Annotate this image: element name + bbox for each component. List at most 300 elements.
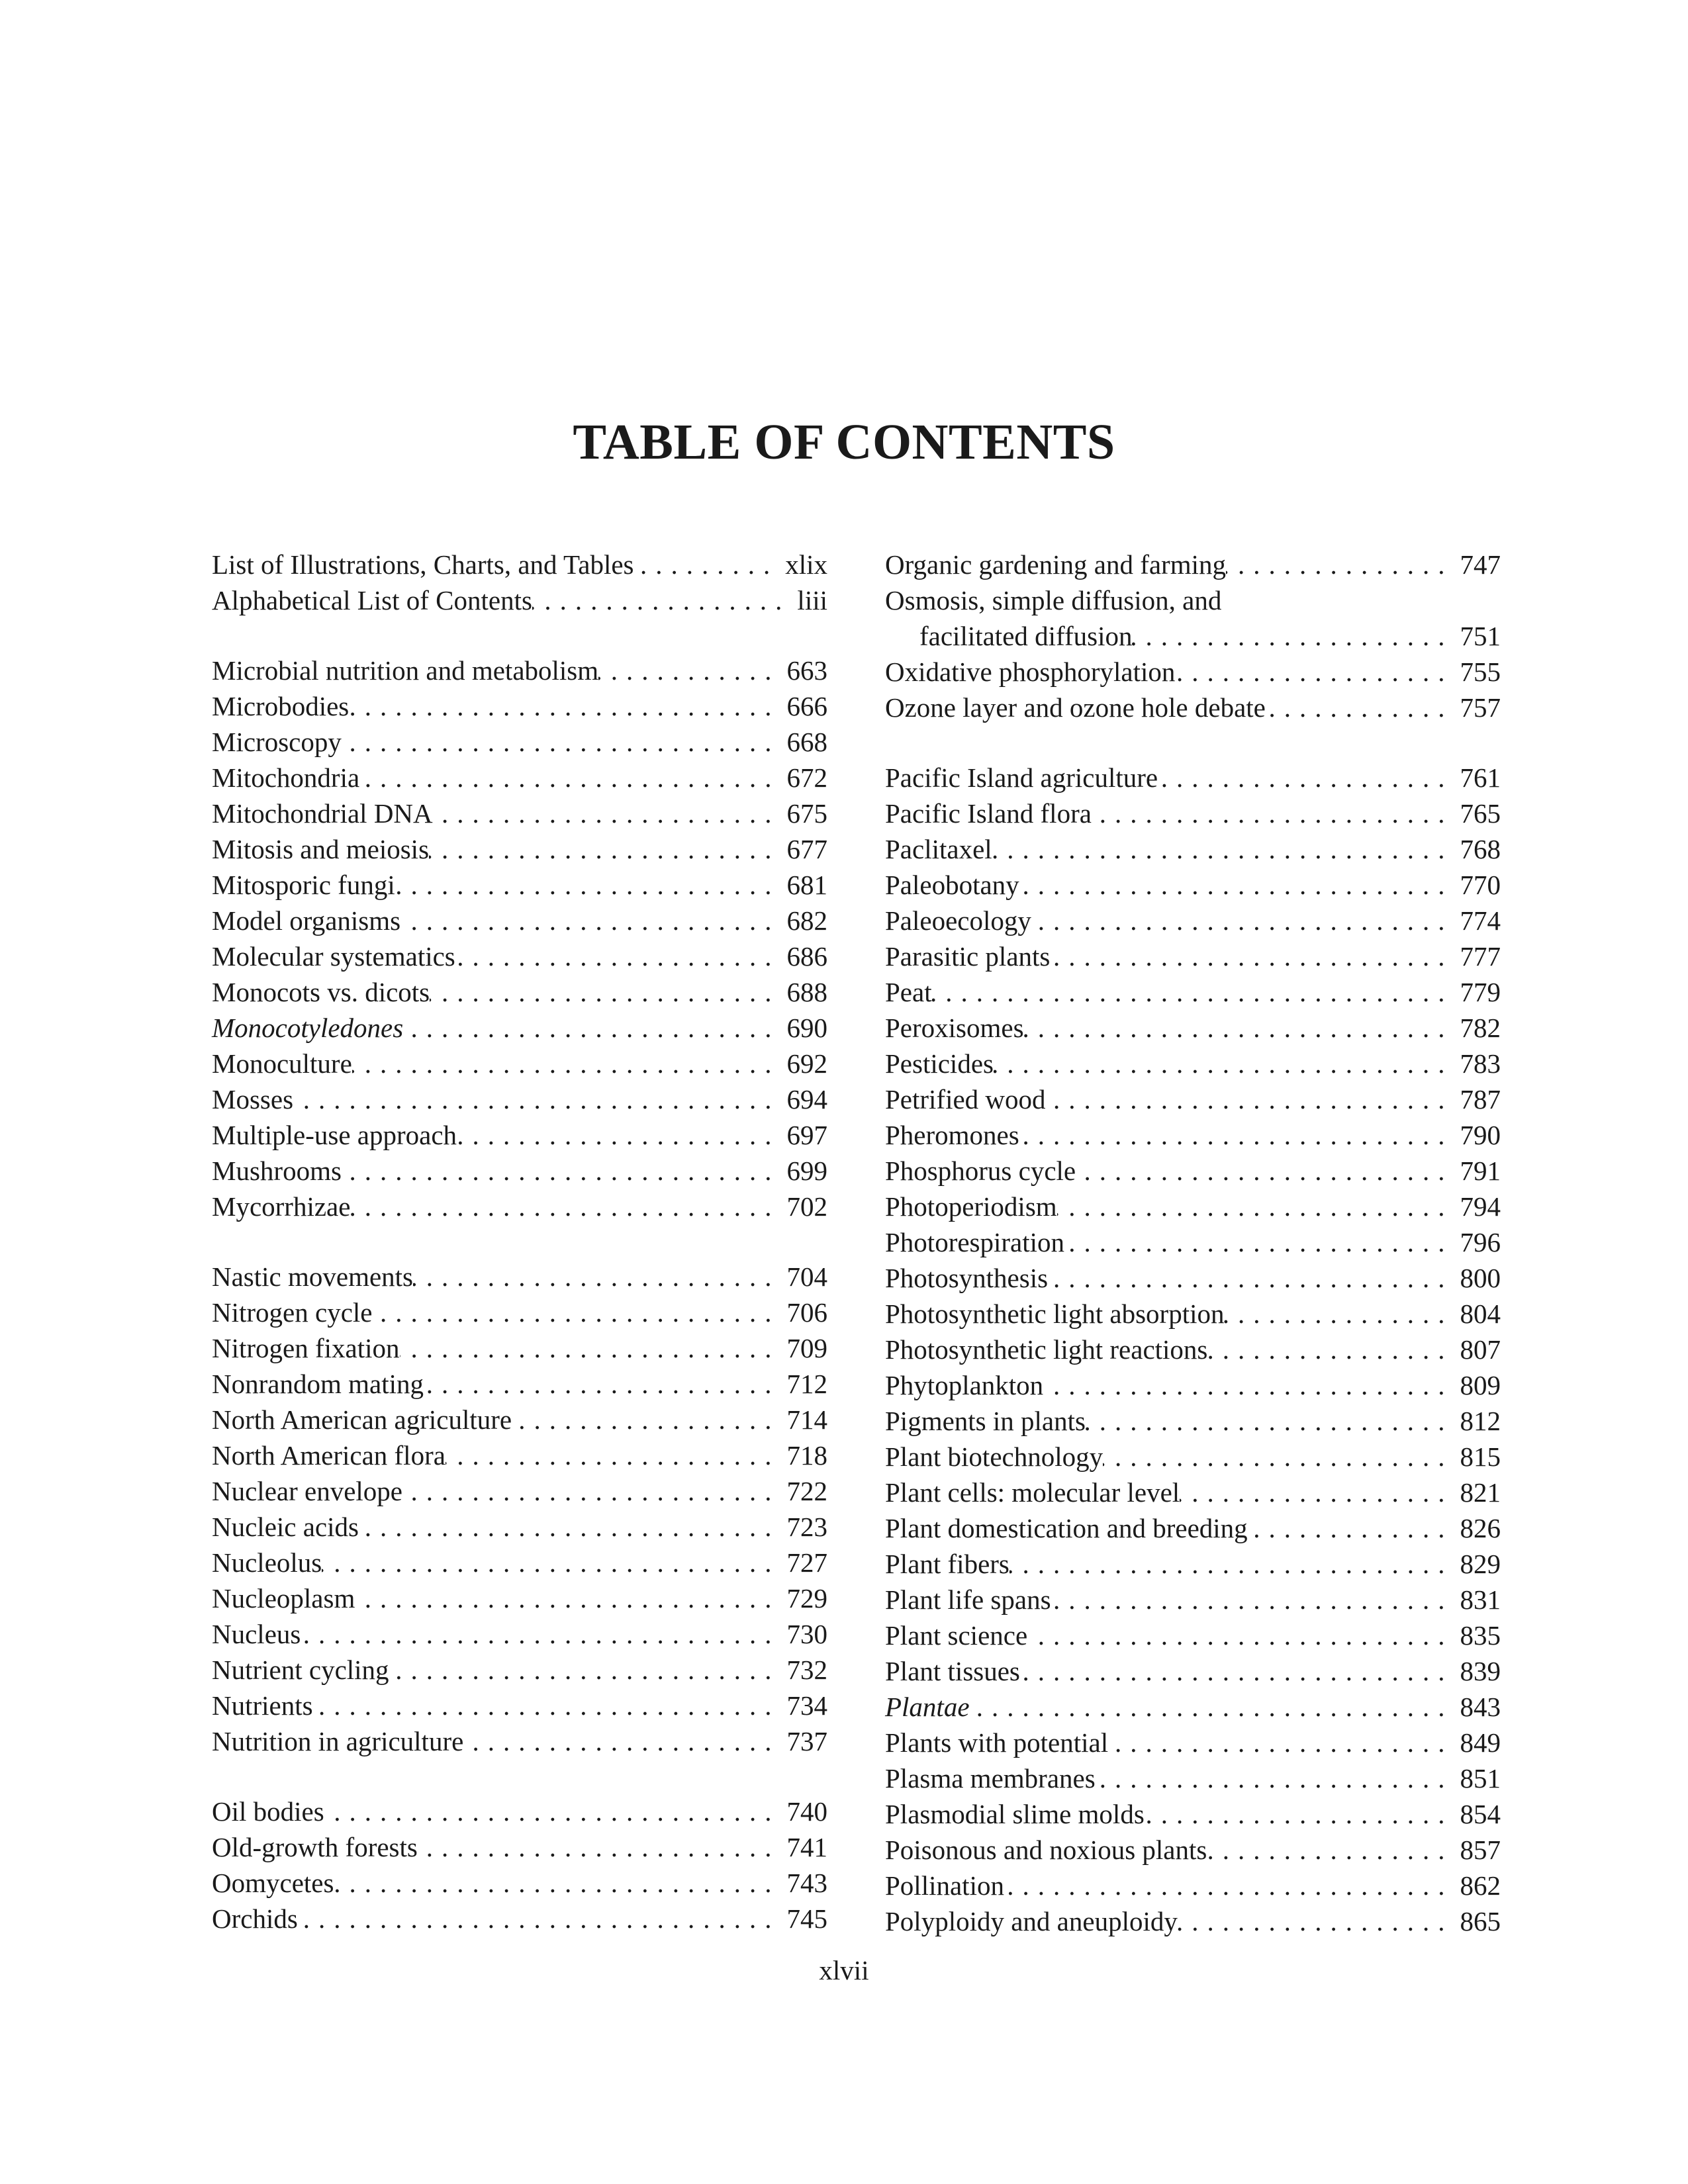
toc-entry-title: Oxidative phosphorylation bbox=[885, 657, 1176, 687]
toc-entry-page: 706 bbox=[786, 1297, 827, 1328]
toc-entry-title: Nucleic acids bbox=[212, 1512, 359, 1542]
toc-entry-title: Nuclear envelope bbox=[212, 1476, 402, 1506]
toc-entry-title: Paleobotany bbox=[885, 870, 1019, 900]
toc-entry-title: Pesticides bbox=[885, 1048, 994, 1079]
toc-dot-leader bbox=[532, 582, 797, 618]
toc-entry[interactable] bbox=[885, 974, 1501, 1010]
toc-entry-title: Nucleoplasm bbox=[212, 1583, 355, 1614]
toc-dot-leader bbox=[992, 831, 1460, 867]
toc-entry-title: Nutrition in agriculture bbox=[212, 1726, 464, 1756]
toc-dot-leader bbox=[1180, 1475, 1460, 1510]
toc-entry-page: 677 bbox=[786, 834, 827, 864]
toc-dot-leader bbox=[1175, 654, 1460, 690]
toc-entry-title: Monocots vs. dicots bbox=[212, 977, 430, 1007]
toc-dot-leader bbox=[932, 974, 1460, 1010]
toc-dot-leader bbox=[342, 724, 787, 760]
toc-entry[interactable] bbox=[885, 1582, 1501, 1617]
toc-entry-title: Orchids bbox=[212, 1903, 298, 1934]
page-number: xlvii bbox=[819, 1955, 869, 1985]
toc-entry[interactable] bbox=[212, 1117, 827, 1153]
toc-entry[interactable] bbox=[212, 724, 827, 760]
toc-dot-leader bbox=[400, 1330, 787, 1366]
toc-entry[interactable] bbox=[885, 1760, 1501, 1796]
toc-entry[interactable] bbox=[885, 1260, 1501, 1296]
toc-entry-title: Oomycetes bbox=[212, 1868, 334, 1898]
toc-entry-page: 839 bbox=[1460, 1656, 1501, 1686]
toc-entry-page: 694 bbox=[786, 1084, 827, 1115]
toc-entry-page: 714 bbox=[786, 1404, 827, 1435]
toc-dot-leader bbox=[1266, 690, 1460, 725]
toc-dot-leader bbox=[433, 796, 787, 831]
toc-entry[interactable] bbox=[885, 1868, 1501, 1903]
toc-entry-title: Photosynthetic light reactions bbox=[885, 1334, 1208, 1365]
toc-entry[interactable] bbox=[212, 1081, 827, 1117]
toc-entry-page: 681 bbox=[786, 870, 827, 900]
toc-entry[interactable] bbox=[885, 547, 1501, 582]
toc-entry-title: Plasmodial slime molds bbox=[885, 1799, 1145, 1829]
toc-entry-page: 755 bbox=[1460, 657, 1501, 687]
toc-entry-title: Mitochondrial DNA bbox=[212, 798, 433, 829]
toc-dot-leader bbox=[1178, 1903, 1460, 1939]
page-title: TABLE OF CONTENTS bbox=[573, 414, 1115, 470]
toc-entry-page: 782 bbox=[1460, 1013, 1501, 1043]
toc-entry-title: Mitosporic fungi bbox=[212, 870, 395, 900]
toc-entry-title: Pacific Island agriculture bbox=[885, 762, 1158, 793]
toc-entry[interactable] bbox=[212, 1295, 827, 1330]
toc-entry-title: Pigments in plants bbox=[885, 1406, 1086, 1436]
toc-entry[interactable] bbox=[212, 1366, 827, 1402]
toc-entry[interactable] bbox=[885, 1403, 1501, 1439]
toc-dot-leader bbox=[1043, 1367, 1460, 1403]
toc-entry-title: Paclitaxel bbox=[885, 834, 992, 864]
toc-entry-page: liii bbox=[797, 585, 827, 615]
toc-dot-leader bbox=[293, 1081, 786, 1117]
toc-entry-page: 790 bbox=[1460, 1120, 1501, 1150]
toc-dot-leader bbox=[395, 867, 787, 903]
toc-entry-title: Microbial nutrition and metabolism bbox=[212, 655, 599, 686]
toc-entry-page: 737 bbox=[786, 1726, 827, 1756]
toc-entry-title: Nitrogen cycle bbox=[212, 1297, 373, 1328]
toc-dot-leader bbox=[1051, 1582, 1460, 1617]
toc-entry[interactable] bbox=[885, 690, 1501, 725]
toc-entry-title: Plant fibers bbox=[885, 1549, 1009, 1579]
toc-entry-line bbox=[885, 618, 1501, 654]
toc-dot-leader bbox=[349, 688, 786, 724]
toc-entry-title: Oil bodies bbox=[212, 1796, 324, 1827]
toc-group-gap bbox=[212, 618, 827, 653]
toc-entry-page: 672 bbox=[786, 762, 827, 793]
toc-dot-leader bbox=[372, 1295, 786, 1330]
toc-entry[interactable] bbox=[212, 1829, 827, 1865]
toc-dot-leader bbox=[633, 547, 785, 582]
toc-entry[interactable] bbox=[885, 1653, 1501, 1689]
toc-group-gap bbox=[885, 725, 1501, 760]
toc-entry[interactable] bbox=[212, 547, 827, 582]
toc-entry[interactable] bbox=[885, 1832, 1501, 1868]
toc-entry-title: Old-growth forests bbox=[212, 1832, 418, 1862]
toc-entry-page: xlix bbox=[785, 549, 827, 580]
toc-dot-leader bbox=[403, 1010, 786, 1046]
toc-entry[interactable] bbox=[212, 1616, 827, 1652]
toc-entry[interactable] bbox=[885, 1617, 1501, 1653]
toc-entry[interactable] bbox=[885, 1546, 1501, 1582]
toc-entry-title: Plantae bbox=[885, 1692, 970, 1722]
toc-entry-page: 835 bbox=[1460, 1620, 1501, 1651]
toc-entry-page: 765 bbox=[1460, 798, 1501, 829]
toc-dot-leader bbox=[1248, 1510, 1460, 1546]
toc-entry[interactable] bbox=[212, 582, 827, 618]
toc-entry-line bbox=[885, 582, 1501, 618]
toc-entry-page: 831 bbox=[1460, 1584, 1501, 1615]
toc-entry-page: 747 bbox=[1460, 549, 1501, 580]
toc-entry[interactable] bbox=[885, 831, 1501, 867]
toc-entry[interactable] bbox=[212, 760, 827, 796]
toc-entry-title: Peroxisomes bbox=[885, 1013, 1024, 1043]
toc-dot-leader bbox=[1019, 867, 1460, 903]
toc-entry-title: Paleoecology bbox=[885, 905, 1031, 936]
toc-entry[interactable] bbox=[212, 1688, 827, 1723]
toc-entry-title: Microbodies bbox=[212, 691, 350, 721]
toc-entry-page: 741 bbox=[786, 1832, 827, 1862]
toc-entry-title: North American flora bbox=[212, 1440, 445, 1471]
toc-entry-page: 668 bbox=[786, 727, 827, 757]
toc-entry[interactable] bbox=[885, 1903, 1501, 1939]
toc-dot-leader bbox=[350, 1189, 786, 1224]
toc-entry-page: 663 bbox=[786, 655, 827, 686]
toc-entry[interactable] bbox=[885, 903, 1501, 938]
toc-dot-leader bbox=[402, 1473, 787, 1509]
toc-entry-page: 787 bbox=[1460, 1084, 1501, 1115]
toc-dot-leader bbox=[352, 1046, 787, 1081]
toc-entry-page: 829 bbox=[1460, 1549, 1501, 1579]
toc-dot-leader bbox=[359, 1509, 787, 1545]
toc-entry[interactable] bbox=[885, 1081, 1501, 1117]
toc-entry[interactable] bbox=[212, 1865, 827, 1901]
toc-group-gap bbox=[212, 1759, 827, 1794]
toc-entry-page: 761 bbox=[1460, 762, 1501, 793]
toc-entry-title: Plant cells: molecular level bbox=[885, 1477, 1180, 1508]
toc-entry[interactable] bbox=[885, 1725, 1501, 1760]
toc-entry-page: 826 bbox=[1460, 1513, 1501, 1543]
toc-entry[interactable] bbox=[212, 903, 827, 938]
toc-entry-title: Mushrooms bbox=[212, 1156, 342, 1186]
toc-entry[interactable] bbox=[885, 938, 1501, 974]
toc-dot-leader bbox=[418, 1829, 787, 1865]
toc-dot-leader bbox=[359, 760, 786, 796]
toc-dot-leader bbox=[429, 831, 786, 867]
toc-dot-leader bbox=[1226, 547, 1460, 582]
toc-dot-leader bbox=[457, 1117, 786, 1153]
toc-entry-title: Mosses bbox=[212, 1084, 294, 1115]
toc-dot-leader bbox=[301, 1616, 786, 1652]
toc-dot-leader bbox=[455, 938, 787, 974]
toc-entry-page: 809 bbox=[1460, 1370, 1501, 1400]
toc-entry-page: 800 bbox=[1460, 1263, 1501, 1293]
toc-entry[interactable] bbox=[212, 1259, 827, 1295]
toc-entry-page: 712 bbox=[786, 1369, 827, 1399]
toc-dot-leader bbox=[970, 1689, 1460, 1725]
toc-entry-title: Nutrients bbox=[212, 1690, 313, 1721]
toc-entry-title: Photorespiration bbox=[885, 1227, 1065, 1257]
toc-entry[interactable] bbox=[212, 1652, 827, 1688]
toc-entry[interactable] bbox=[212, 1402, 827, 1437]
toc-dot-leader bbox=[1009, 1546, 1460, 1582]
toc-entry[interactable] bbox=[212, 831, 827, 867]
toc-entry-title: Plants with potential bbox=[885, 1727, 1109, 1758]
toc-entry[interactable] bbox=[212, 653, 827, 688]
toc-entry-page: 807 bbox=[1460, 1334, 1501, 1365]
toc-dot-leader bbox=[324, 1794, 787, 1829]
toc-entry[interactable] bbox=[212, 1580, 827, 1616]
toc-dot-leader bbox=[355, 1580, 786, 1616]
toc-entry-title: Nucleus bbox=[212, 1619, 301, 1649]
toc-entry[interactable] bbox=[212, 1046, 827, 1081]
toc-entry-title: Nastic movements bbox=[212, 1261, 414, 1292]
toc-dot-leader bbox=[424, 1366, 787, 1402]
toc-entry-page: 734 bbox=[786, 1690, 827, 1721]
toc-entry-title: Plant biotechnology bbox=[885, 1441, 1103, 1472]
toc-dot-leader bbox=[322, 1545, 786, 1580]
toc-entry[interactable] bbox=[885, 1689, 1501, 1725]
toc-entry-page: 854 bbox=[1460, 1799, 1501, 1829]
toc-entry-title: Parasitic plants bbox=[885, 941, 1051, 972]
toc-entry-page: 804 bbox=[1460, 1298, 1501, 1329]
toc-entry[interactable] bbox=[885, 654, 1501, 690]
toc-dot-leader bbox=[445, 1437, 787, 1473]
toc-entry-title: Mitochondria bbox=[212, 762, 360, 793]
toc-entry-page: 675 bbox=[786, 798, 827, 829]
toc-dot-leader bbox=[1019, 1117, 1460, 1153]
toc-entry-page: 751 bbox=[1460, 621, 1501, 651]
toc-entry-title: Peat bbox=[885, 977, 932, 1007]
toc-entry-page: 730 bbox=[786, 1619, 827, 1649]
toc-entry-title: Photosynthesis bbox=[885, 1263, 1049, 1293]
toc-dot-leader bbox=[1027, 1617, 1460, 1653]
toc-entry[interactable] bbox=[212, 1545, 827, 1580]
toc-entry[interactable] bbox=[212, 1473, 827, 1509]
toc-entry-page: 699 bbox=[786, 1156, 827, 1186]
toc-entry-page: 779 bbox=[1460, 977, 1501, 1007]
toc-dot-leader bbox=[389, 1652, 787, 1688]
toc-entry-page: 815 bbox=[1460, 1441, 1501, 1472]
toc-dot-leader bbox=[1207, 1832, 1460, 1868]
toc-dot-leader bbox=[1103, 1439, 1460, 1475]
toc-entry-page: 686 bbox=[786, 941, 827, 972]
toc-entry-page: 851 bbox=[1460, 1763, 1501, 1794]
toc-entry-title: Photoperiodism bbox=[885, 1191, 1057, 1222]
toc-dot-leader bbox=[1086, 1403, 1460, 1439]
toc-entry-page: 718 bbox=[786, 1440, 827, 1471]
toc-dot-leader bbox=[334, 1865, 786, 1901]
toc-entry-title: Plant science bbox=[885, 1620, 1028, 1651]
toc-entry-title: Poisonous and noxious plants bbox=[885, 1835, 1207, 1865]
toc-dot-leader bbox=[994, 1046, 1460, 1081]
toc-entry-title: Plasma membranes bbox=[885, 1763, 1096, 1794]
toc-entry-page: 704 bbox=[786, 1261, 827, 1292]
toc-dot-leader bbox=[1224, 1296, 1460, 1332]
toc-entry-title: Model organisms bbox=[212, 905, 401, 936]
toc-entry-title: Phytoplankton bbox=[885, 1370, 1044, 1400]
toc-entry[interactable] bbox=[885, 582, 1501, 654]
toc-entry-page: 777 bbox=[1460, 941, 1501, 972]
toc-dot-leader bbox=[400, 903, 786, 938]
toc-entry-page: 697 bbox=[786, 1120, 827, 1150]
toc-entry-page: 757 bbox=[1460, 692, 1501, 723]
toc-entry-title: Plant life spans bbox=[885, 1584, 1051, 1615]
toc-entry-title: North American agriculture bbox=[212, 1404, 512, 1435]
toc-entry-title: Nitrogen fixation bbox=[212, 1333, 400, 1363]
toc-entry-title: Molecular systematics bbox=[212, 941, 455, 972]
toc-entry-page: 745 bbox=[786, 1903, 827, 1934]
toc-entry[interactable] bbox=[885, 1796, 1501, 1832]
toc-left-column bbox=[212, 547, 827, 1936]
toc-dot-leader bbox=[1108, 1725, 1460, 1760]
toc-entry[interactable] bbox=[885, 1296, 1501, 1332]
toc-entry-title: List of Illustrations, Charts, and Tables bbox=[212, 549, 634, 580]
toc-entry-title: Petrified wood bbox=[885, 1084, 1046, 1115]
toc-entry[interactable] bbox=[885, 1010, 1501, 1046]
toc-entry[interactable] bbox=[212, 1509, 827, 1545]
toc-entry-title: Pacific Island flora bbox=[885, 798, 1092, 829]
toc-entry-page: 862 bbox=[1460, 1870, 1501, 1901]
toc-entry[interactable] bbox=[212, 1901, 827, 1936]
toc-entry-page: 821 bbox=[1460, 1477, 1501, 1508]
toc-entry-title: Photosynthetic light absorption bbox=[885, 1298, 1225, 1329]
toc-entry-page: 682 bbox=[786, 905, 827, 936]
toc-entry[interactable] bbox=[885, 796, 1501, 831]
toc-entry-title: Monoculture bbox=[212, 1048, 352, 1079]
toc-dot-leader bbox=[1050, 938, 1460, 974]
toc-entry[interactable] bbox=[212, 1010, 827, 1046]
toc-entry-page: 690 bbox=[786, 1013, 827, 1043]
toc-entry-title: Monocotyledones bbox=[212, 1013, 404, 1043]
toc-entry-title: Nonrandom mating bbox=[212, 1369, 424, 1399]
toc-entry-page: 740 bbox=[786, 1796, 827, 1827]
toc-dot-leader bbox=[298, 1901, 787, 1936]
toc-entry-page: 692 bbox=[786, 1048, 827, 1079]
toc-dot-leader bbox=[1020, 1653, 1460, 1689]
toc-entry[interactable] bbox=[885, 1224, 1501, 1260]
toc-entry[interactable] bbox=[885, 760, 1501, 796]
toc-entry-page: 770 bbox=[1460, 870, 1501, 900]
toc-dot-leader bbox=[1046, 1081, 1460, 1117]
toc-entry-page: 768 bbox=[1460, 834, 1501, 864]
toc-entry[interactable] bbox=[885, 1367, 1501, 1403]
toc-entry-page: 791 bbox=[1460, 1156, 1501, 1186]
toc-dot-leader bbox=[1158, 760, 1460, 796]
toc-entry[interactable] bbox=[885, 1332, 1501, 1367]
toc-entry-page: 666 bbox=[786, 691, 827, 721]
toc-entry[interactable] bbox=[212, 1330, 827, 1366]
toc-entry[interactable] bbox=[212, 796, 827, 831]
toc-entry[interactable] bbox=[212, 1794, 827, 1829]
toc-entry-title: Microscopy bbox=[212, 727, 342, 757]
toc-entry[interactable] bbox=[212, 938, 827, 974]
toc-entry-title: Organic gardening and farming bbox=[885, 549, 1226, 580]
toc-entry-page: 729 bbox=[786, 1583, 827, 1614]
toc-entry-title: Polyploidy and aneuploidy bbox=[885, 1906, 1178, 1936]
toc-entry-page: 688 bbox=[786, 977, 827, 1007]
toc-entry-page: 743 bbox=[786, 1868, 827, 1898]
toc-entry[interactable] bbox=[885, 867, 1501, 903]
toc-dot-leader bbox=[1004, 1868, 1460, 1903]
toc-entry-page: 723 bbox=[786, 1512, 827, 1542]
toc-dot-leader bbox=[598, 653, 786, 688]
toc-dot-leader bbox=[1092, 796, 1460, 831]
toc-entry-title: Alphabetical List of Contents bbox=[212, 585, 532, 615]
toc-dot-leader bbox=[1048, 1260, 1460, 1296]
toc-entry[interactable] bbox=[212, 1153, 827, 1189]
toc-dot-leader bbox=[1064, 1224, 1460, 1260]
toc-entry-title: Nucleolus bbox=[212, 1547, 322, 1578]
toc-entry-page: 732 bbox=[786, 1655, 827, 1685]
toc-entry[interactable] bbox=[885, 1439, 1501, 1475]
toc-dot-leader bbox=[1031, 903, 1460, 938]
toc-entry-page: 849 bbox=[1460, 1727, 1501, 1758]
toc-entry-title: Plant domestication and breeding bbox=[885, 1513, 1248, 1543]
toc-entry-page: 727 bbox=[786, 1547, 827, 1578]
toc-entry[interactable] bbox=[212, 1437, 827, 1473]
toc-entry-title: Mycorrhizae bbox=[212, 1191, 351, 1222]
toc-dot-leader bbox=[463, 1723, 786, 1759]
toc-entry[interactable] bbox=[885, 1153, 1501, 1189]
toc-entry[interactable] bbox=[885, 1510, 1501, 1546]
toc-entry[interactable] bbox=[885, 1046, 1501, 1081]
toc-entry-title: Phosphorus cycle bbox=[885, 1156, 1076, 1186]
toc-entry[interactable] bbox=[885, 1475, 1501, 1510]
toc-entry[interactable] bbox=[212, 688, 827, 724]
toc-entry-page: 783 bbox=[1460, 1048, 1501, 1079]
toc-group-gap bbox=[212, 1224, 827, 1259]
toc-entry-title: Ozone layer and ozone hole debate bbox=[885, 692, 1266, 723]
toc-entry-page: 722 bbox=[786, 1476, 827, 1506]
toc-entry-page: 812 bbox=[1460, 1406, 1501, 1436]
toc-entry[interactable] bbox=[885, 1189, 1501, 1224]
toc-dot-leader bbox=[1132, 618, 1460, 654]
toc-dot-leader bbox=[1145, 1796, 1460, 1832]
toc-entry[interactable] bbox=[885, 1117, 1501, 1153]
toc-entry-page: 865 bbox=[1460, 1906, 1501, 1936]
toc-dot-leader bbox=[1057, 1189, 1460, 1224]
toc-entry-title: Plant tissues bbox=[885, 1656, 1020, 1686]
toc-dot-leader bbox=[1024, 1010, 1460, 1046]
toc-entry[interactable] bbox=[212, 1723, 827, 1759]
toc-right-column bbox=[885, 547, 1501, 1939]
toc-entry-title: Pollination bbox=[885, 1870, 1004, 1901]
toc-dot-leader bbox=[1076, 1153, 1460, 1189]
toc-entry-title: Multiple-use approach bbox=[212, 1120, 457, 1150]
toc-entry-title: Pheromones bbox=[885, 1120, 1019, 1150]
toc-dot-leader bbox=[1096, 1760, 1460, 1796]
toc-entry-page: 774 bbox=[1460, 905, 1501, 936]
toc-entry-page: 857 bbox=[1460, 1835, 1501, 1865]
toc-entry-title: Osmosis, simple diffusion, and bbox=[885, 585, 1222, 615]
toc-dot-leader bbox=[413, 1259, 786, 1295]
toc-dot-leader bbox=[1207, 1332, 1460, 1367]
toc-dot-leader bbox=[512, 1402, 786, 1437]
toc-entry-page: 843 bbox=[1460, 1692, 1501, 1722]
toc-dot-leader bbox=[342, 1153, 787, 1189]
toc-dot-leader bbox=[313, 1688, 787, 1723]
toc-entry-page: 709 bbox=[786, 1333, 827, 1363]
toc-entry[interactable] bbox=[212, 974, 827, 1010]
toc-entry-title-continued: facilitated diffusion bbox=[919, 621, 1133, 651]
toc-entry[interactable] bbox=[212, 867, 827, 903]
toc-entry-page: 702 bbox=[786, 1191, 827, 1222]
toc-entry-title: Mitosis and meiosis bbox=[212, 834, 430, 864]
toc-entry[interactable] bbox=[212, 1189, 827, 1224]
toc-dot-leader bbox=[430, 974, 786, 1010]
